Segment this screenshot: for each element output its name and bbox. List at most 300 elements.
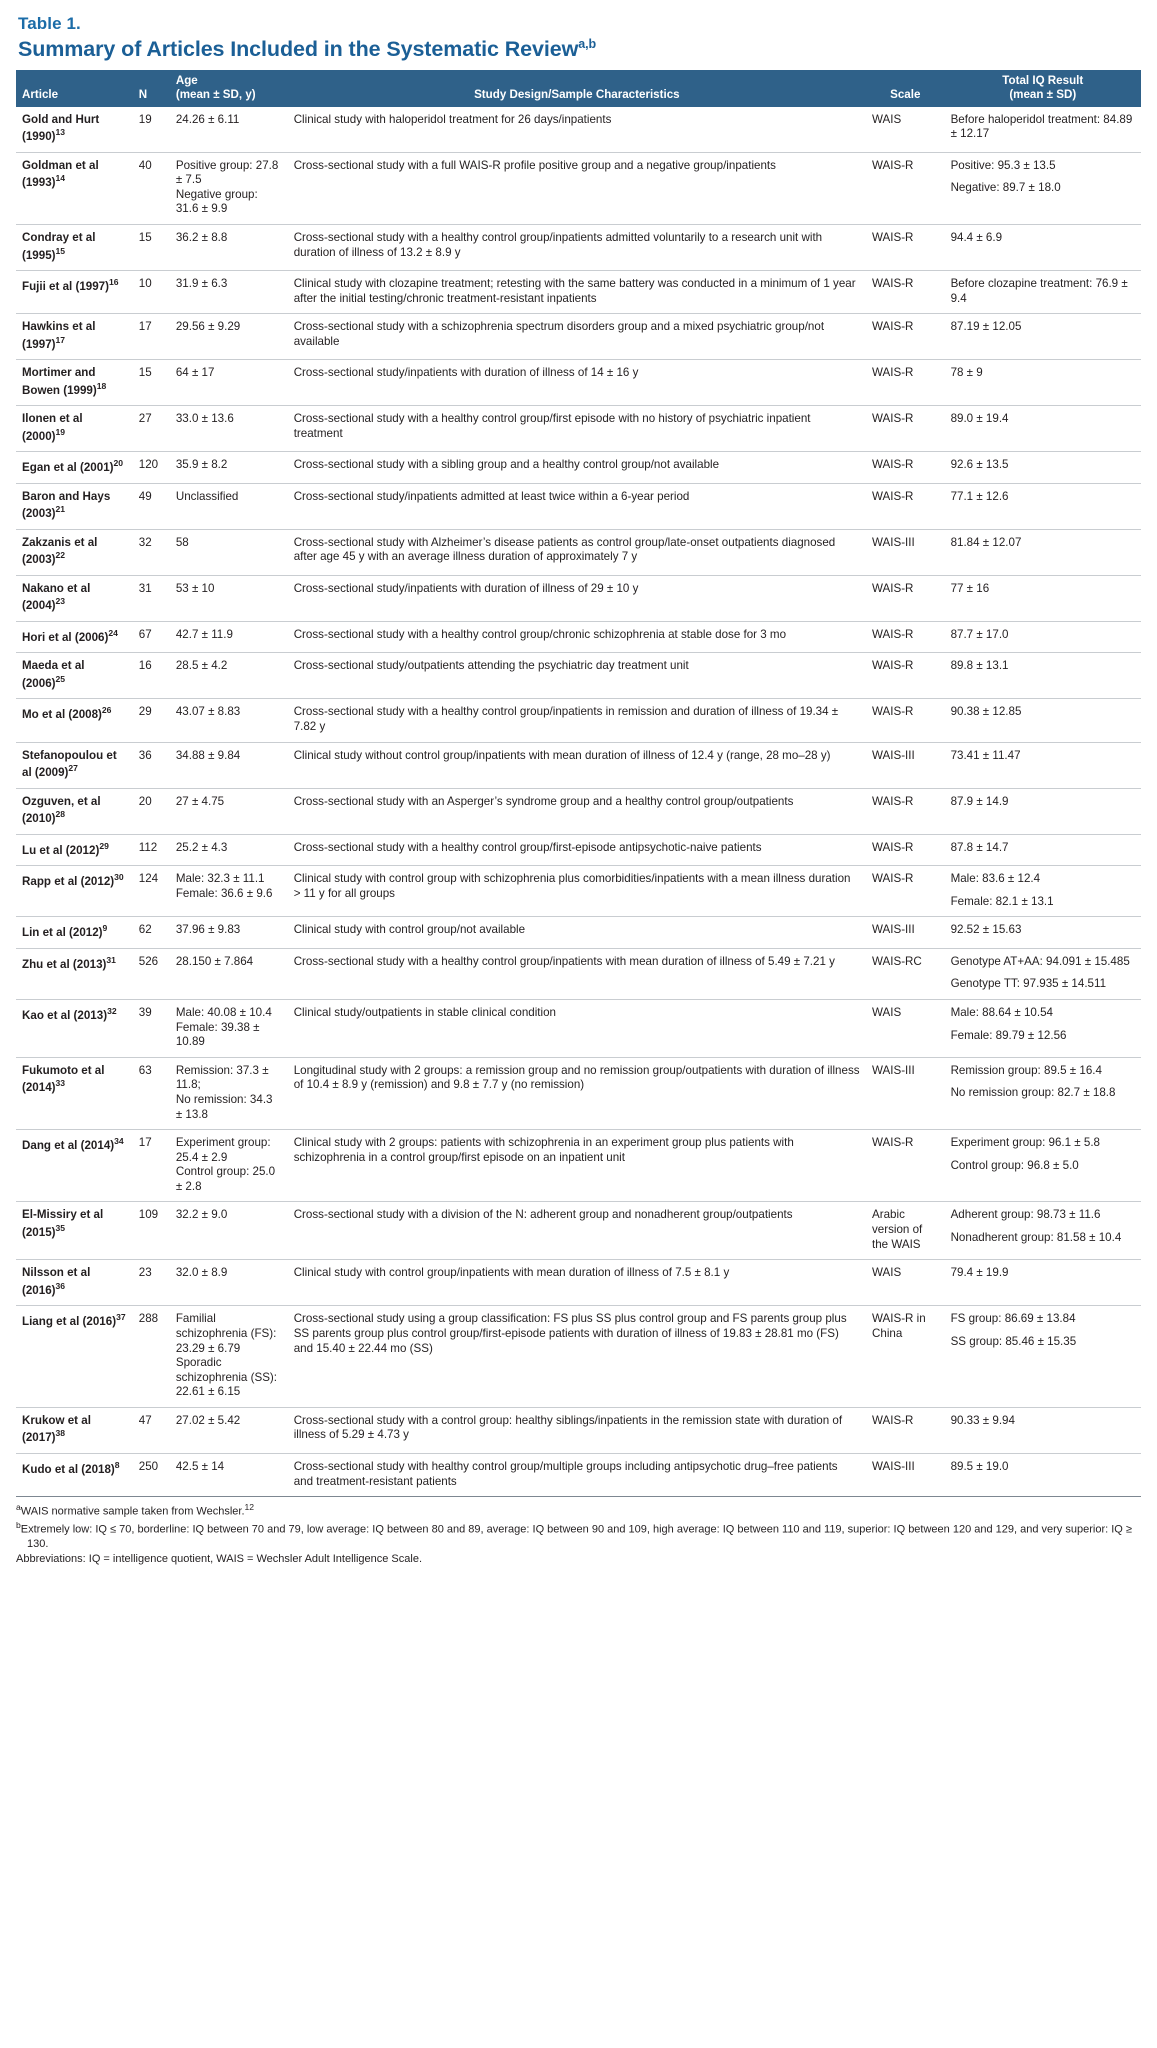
cell-n: 15	[133, 224, 170, 270]
cell-design: Clinical study with clozapine treatment; retesting with the same battery was conducted in a minimum of 1 year after the initial testing/chronic treatment-resistant inpatients	[288, 270, 866, 313]
table-title-text: Summary of Articles Included in the Systematic Review	[18, 37, 579, 62]
cell-n: 120	[133, 452, 170, 483]
age-value: No remission: 34.3 ± 13.8	[175, 1092, 273, 1121]
cell-article	[16, 1407, 133, 1453]
cell-n: 16	[133, 653, 170, 699]
cell-article	[16, 788, 133, 834]
cell-age	[170, 999, 288, 1057]
footnote-a-ref: 12	[244, 1502, 255, 1513]
cell-age	[170, 917, 288, 948]
column-header-article: Article	[16, 70, 133, 106]
iq-value: Adherent group: 98.73 ± 11.6	[950, 1208, 1101, 1222]
cell-iq	[945, 1407, 1141, 1453]
cell-article	[16, 742, 133, 788]
age-value: 31.9 ± 6.3	[175, 276, 228, 290]
column-header-iq	[945, 70, 1141, 106]
age-value: 42.5 ± 14	[175, 1459, 225, 1473]
cell-n: 112	[133, 834, 170, 865]
table-row	[16, 653, 1141, 699]
table-row	[16, 999, 1141, 1057]
article-reference: 19	[55, 426, 66, 437]
article-reference: 23	[55, 596, 66, 607]
cell-age	[170, 699, 288, 742]
cell-article	[16, 529, 133, 575]
cell-article	[16, 406, 133, 452]
table-row	[16, 1306, 1141, 1408]
article-name: Ilonen et al (2000)	[22, 412, 83, 443]
iq-value: 73.41 ± 11.47	[950, 748, 1021, 762]
age-value: Experiment group: 25.4 ± 2.9	[175, 1136, 271, 1164]
cell-design: Cross-sectional study/inpatients with duration of illness of 29 ± 10 y	[288, 575, 866, 621]
iq-value: Positive: 95.3 ± 13.5	[950, 158, 1056, 172]
iq-value: 92.6 ± 13.5	[950, 458, 1009, 472]
spacer	[951, 173, 1135, 181]
cell-scale: WAIS-R	[866, 575, 945, 621]
cell-design: Cross-sectional study/outpatients attending the psychiatric day treatment unit	[288, 653, 866, 699]
iq-value: Genotype AT+AA: 94.091 ± 15.485	[950, 954, 1130, 968]
cell-age	[170, 1057, 288, 1129]
article-name: Nakano et al (2004)	[22, 581, 91, 613]
cell-iq	[945, 699, 1141, 742]
article-reference: 14	[55, 173, 66, 184]
cell-n: 62	[133, 917, 170, 948]
cell-design: Cross-sectional study with a schizophrenia spectrum disorders group and a mixed psychiatric group/not available	[288, 314, 866, 360]
table-row	[16, 948, 1141, 999]
article-name: Nilsson et al (2016)	[22, 1266, 91, 1297]
cell-age	[170, 314, 288, 360]
cell-age	[170, 621, 288, 652]
cell-design: Clinical study with control group with schizophrenia plus comorbidities/inpatients with a mean illness duration > 11 y for all groups	[288, 866, 866, 917]
cell-scale: WAIS-R	[866, 270, 945, 313]
footnote-a-text: WAIS normative sample taken from Wechsler.	[20, 1505, 245, 1518]
iq-value: Genotype TT: 97.935 ± 14.511	[950, 977, 1107, 991]
cell-design: Cross-sectional study with a healthy control group/first-episode antipsychotic-naive patients	[288, 834, 866, 865]
cell-article	[16, 107, 133, 153]
article-name: Lu et al (2012)	[22, 843, 100, 857]
cell-age	[170, 948, 288, 999]
cell-design: Cross-sectional study with Alzheimer’s disease patients as control group/late-onset outpatients diagnosed after age 45 y with an average illness duration of approximately 7 y	[288, 529, 866, 575]
cell-iq	[945, 917, 1141, 948]
iq-value: Nonadherent group: 81.58 ± 10.4	[950, 1231, 1122, 1245]
article-name: Mortimer and Bowen (1999)	[22, 366, 97, 397]
cell-age	[170, 224, 288, 270]
age-value: Familial schizophrenia (FS): 23.29 ± 6.79	[175, 1312, 277, 1355]
cell-n: 10	[133, 270, 170, 313]
table-row	[16, 621, 1141, 652]
article-reference: 9	[102, 923, 108, 934]
cell-iq	[945, 1306, 1141, 1408]
iq-value: SS group: 85.46 ± 15.35	[950, 1334, 1077, 1348]
cell-iq	[945, 866, 1141, 917]
cell-article	[16, 699, 133, 742]
column-header-age-line2: (mean ± SD, y)	[175, 87, 256, 101]
cell-scale: WAIS-R	[866, 834, 945, 865]
age-value: 32.0 ± 8.9	[175, 1266, 228, 1280]
cell-design: Clinical study with control group/inpatients with mean duration of illness of 7.5 ± 8.1 y	[288, 1260, 866, 1306]
cell-n: 526	[133, 948, 170, 999]
column-header-age-line1: Age	[175, 74, 198, 88]
table-row	[16, 360, 1141, 406]
iq-value: Before clozapine treatment: 76.9 ± 9.4	[950, 276, 1128, 305]
table-row	[16, 224, 1141, 270]
cell-scale: WAIS-R	[866, 1130, 945, 1202]
age-value: Negative group: 31.6 ± 9.9	[175, 187, 258, 216]
article-name: Rapp et al (2012)	[22, 874, 115, 888]
cell-scale: WAIS-R	[866, 224, 945, 270]
cell-iq	[945, 742, 1141, 788]
table-number: Table 1.	[18, 14, 81, 33]
cell-n: 32	[133, 529, 170, 575]
spacer	[951, 1223, 1135, 1231]
cell-scale: WAIS-III	[866, 1453, 945, 1496]
column-header-n: N	[133, 70, 170, 106]
cell-iq	[945, 406, 1141, 452]
cell-design: Cross-sectional study with a division of the N: adherent group and nonadherent group/outpatients	[288, 1202, 866, 1260]
age-value: 53 ± 10	[175, 581, 215, 595]
article-name: Liang et al (2016)	[22, 1315, 117, 1329]
iq-value: 87.8 ± 14.7	[950, 840, 1009, 854]
iq-value: Control group: 96.8 ± 5.0	[950, 1158, 1079, 1172]
iq-value: No remission group: 82.7 ± 18.8	[950, 1086, 1116, 1100]
cell-iq	[945, 948, 1141, 999]
age-value: Female: 36.6 ± 9.6	[175, 886, 273, 900]
cell-n: 17	[133, 314, 170, 360]
cell-age	[170, 1306, 288, 1408]
table-row	[16, 529, 1141, 575]
iq-value: 77 ± 16	[950, 581, 990, 595]
cell-iq	[945, 1057, 1141, 1129]
iq-value: 90.38 ± 12.85	[950, 705, 1022, 719]
cell-n: 27	[133, 406, 170, 452]
iq-value: 90.33 ± 9.94	[950, 1413, 1015, 1427]
table-row	[16, 270, 1141, 313]
age-value: 43.07 ± 8.83	[175, 705, 241, 719]
cell-article	[16, 575, 133, 621]
table-row	[16, 917, 1141, 948]
cell-scale: WAIS-III	[866, 1057, 945, 1129]
cell-iq	[945, 1130, 1141, 1202]
article-reference: 33	[55, 1078, 66, 1089]
cell-n: 19	[133, 107, 170, 153]
cell-age	[170, 1407, 288, 1453]
cell-article	[16, 948, 133, 999]
table-row	[16, 575, 1141, 621]
cell-n: 67	[133, 621, 170, 652]
iq-value: Male: 88.64 ± 10.54	[950, 1005, 1053, 1019]
cell-age	[170, 107, 288, 153]
article-reference: 20	[113, 458, 124, 469]
cell-article	[16, 866, 133, 917]
cell-age	[170, 866, 288, 917]
age-value: 34.88 ± 9.84	[175, 748, 241, 762]
cell-age	[170, 406, 288, 452]
table-body	[16, 107, 1141, 1497]
age-value: Remission: 37.3 ± 11.8;	[175, 1063, 269, 1092]
cell-article	[16, 1306, 133, 1408]
cell-iq	[945, 483, 1141, 529]
cell-iq	[945, 314, 1141, 360]
summary-table	[16, 70, 1141, 1497]
cell-n: 250	[133, 1453, 170, 1496]
column-header-age	[170, 70, 288, 106]
cell-scale: WAIS-R	[866, 699, 945, 742]
cell-article	[16, 224, 133, 270]
cell-article	[16, 999, 133, 1057]
table-row	[16, 107, 1141, 153]
iq-value: Female: 89.79 ± 12.56	[950, 1028, 1067, 1042]
cell-design: Clinical study with 2 groups: patients with schizophrenia in an experiment group plus patients with schizophrenia in a control group/first episode on an inpatient unit	[288, 1130, 866, 1202]
cell-article	[16, 653, 133, 699]
table-header	[16, 70, 1141, 106]
cell-article	[16, 621, 133, 652]
cell-scale: WAIS-III	[866, 742, 945, 788]
cell-iq	[945, 788, 1141, 834]
iq-value: 78 ± 9	[950, 366, 983, 380]
cell-n: 40	[133, 152, 170, 224]
cell-design: Cross-sectional study with an Asperger’s syndrome group and a healthy control group/outpatients	[288, 788, 866, 834]
cell-n: 109	[133, 1202, 170, 1260]
cell-iq	[945, 1453, 1141, 1496]
cell-n: 39	[133, 999, 170, 1057]
iq-value: 87.9 ± 14.9	[950, 794, 1009, 808]
iq-value: 77.1 ± 12.6	[950, 489, 1009, 503]
cell-iq	[945, 653, 1141, 699]
cell-age	[170, 575, 288, 621]
cell-scale: WAIS-R	[866, 360, 945, 406]
age-value: Unclassified	[175, 489, 239, 503]
cell-scale: WAIS-R	[866, 483, 945, 529]
table-row	[16, 1260, 1141, 1306]
cell-age	[170, 452, 288, 483]
cell-scale: WAIS-R	[866, 866, 945, 917]
cell-article	[16, 314, 133, 360]
article-reference: 27	[68, 763, 78, 774]
article-reference: 32	[107, 1005, 117, 1016]
cell-scale: WAIS-R	[866, 406, 945, 452]
title-footnote-marker: a,b	[578, 37, 597, 51]
cell-article	[16, 1260, 133, 1306]
cell-scale: WAIS-III	[866, 917, 945, 948]
cell-n: 47	[133, 1407, 170, 1453]
iq-value: Before haloperidol treatment: 84.89 ± 12.17	[950, 112, 1133, 141]
cell-article	[16, 1202, 133, 1260]
cell-n: 124	[133, 866, 170, 917]
iq-value: 92.52 ± 15.63	[950, 923, 1022, 937]
cell-n: 17	[133, 1130, 170, 1202]
cell-scale: WAIS-III	[866, 529, 945, 575]
table-row	[16, 866, 1141, 917]
article-reference: 25	[55, 673, 66, 684]
age-value: 58	[175, 535, 189, 549]
cell-n: 20	[133, 788, 170, 834]
spacer	[951, 1021, 1135, 1029]
table-row	[16, 1130, 1141, 1202]
cell-design: Cross-sectional study with healthy control group/multiple groups including antipsychotic drug–free patients and treatment-resistant patients	[288, 1453, 866, 1496]
cell-scale: WAIS-R	[866, 452, 945, 483]
iq-value: 87.19 ± 12.05	[950, 320, 1022, 334]
article-reference: 21	[55, 504, 66, 515]
article-reference: 30	[114, 872, 124, 883]
article-reference: 13	[55, 127, 66, 138]
cell-scale: WAIS-R	[866, 788, 945, 834]
cell-age	[170, 742, 288, 788]
cell-age	[170, 1453, 288, 1496]
article-name: Dang et al (2014)	[22, 1138, 115, 1152]
footnote-b	[16, 1520, 1141, 1551]
cell-design: Clinical study without control group/inpatients with mean duration of illness of 12.4 y (range, 28 mo–28 y)	[288, 742, 866, 788]
cell-iq	[945, 834, 1141, 865]
cell-n: 288	[133, 1306, 170, 1408]
cell-age	[170, 1260, 288, 1306]
iq-value: 89.8 ± 13.1	[950, 659, 1009, 673]
article-name: Baron and Hays (2003)	[22, 489, 111, 521]
article-reference: 26	[101, 705, 112, 716]
article-reference: 15	[55, 245, 66, 256]
article-name: Egan et al (2001)	[22, 461, 114, 475]
age-value: 25.2 ± 4.3	[175, 840, 228, 854]
iq-value: 94.4 ± 6.9	[950, 230, 1003, 244]
iq-value: FS group: 86.69 ± 13.84	[950, 1312, 1076, 1326]
article-reference: 37	[116, 1312, 126, 1323]
article-reference: 16	[108, 276, 119, 287]
article-name: Kudo et al (2018)	[22, 1462, 115, 1476]
cell-scale: WAIS-R	[866, 621, 945, 652]
cell-n: 36	[133, 742, 170, 788]
cell-design: Cross-sectional study with a full WAIS-R profile positive group and a negative group/inpatients	[288, 152, 866, 224]
cell-iq	[945, 270, 1141, 313]
cell-scale: WAIS-R	[866, 152, 945, 224]
table-row	[16, 834, 1141, 865]
table-row	[16, 452, 1141, 483]
table-row	[16, 1407, 1141, 1453]
cell-design: Longitudinal study with 2 groups: a remission group and no remission group/outpatients with duration of illness of 10.4 ± 8.9 y (remission) and 9.8 ± 7.7 y (no remission)	[288, 1057, 866, 1129]
footnote-abbreviations: Abbreviations: IQ = intelligence quotient, WAIS = Wechsler Adult Intelligence Scale.	[16, 1553, 423, 1566]
article-name: Condray et al (1995)	[22, 230, 96, 262]
page-title	[18, 37, 1141, 62]
cell-article	[16, 152, 133, 224]
cell-age	[170, 360, 288, 406]
age-value: 37.96 ± 9.83	[175, 923, 241, 937]
article-reference: 18	[96, 380, 107, 391]
iq-value: 79.4 ± 19.9	[950, 1266, 1009, 1280]
spacer	[951, 969, 1135, 977]
cell-age	[170, 483, 288, 529]
column-header-design: Study Design/Sample Characteristics	[288, 70, 866, 106]
cell-article	[16, 1057, 133, 1129]
article-reference: 28	[55, 809, 66, 820]
article-name: Hawkins et al (1997)	[22, 320, 96, 351]
article-name: Goldman et al (1993)	[22, 158, 99, 189]
spacer	[951, 887, 1135, 895]
article-reference: 24	[108, 627, 118, 638]
article-name: Lin et al (2012)	[22, 926, 103, 940]
cell-iq	[945, 1260, 1141, 1306]
cell-design: Clinical study/outpatients in stable clinical condition	[288, 999, 866, 1057]
spacer	[951, 1327, 1135, 1335]
iq-value: Male: 83.6 ± 12.4	[950, 872, 1041, 886]
cell-iq	[945, 452, 1141, 483]
cell-article	[16, 834, 133, 865]
cell-n: 49	[133, 483, 170, 529]
article-reference: 35	[55, 1223, 66, 1234]
article-name: Ozguven, et al (2010)	[22, 794, 101, 826]
age-value: 32.2 ± 9.0	[175, 1208, 228, 1222]
table-row	[16, 314, 1141, 360]
cell-iq	[945, 224, 1141, 270]
table-row	[16, 1057, 1141, 1129]
cell-design: Clinical study with haloperidol treatment for 26 days/inpatients	[288, 107, 866, 153]
article-reference: 17	[55, 334, 66, 345]
cell-design: Cross-sectional study with a control group: healthy siblings/inpatients in the remission state with duration of illness of 5.29 ± 4.73 y	[288, 1407, 866, 1453]
age-value: 24.26 ± 6.11	[175, 112, 240, 126]
age-value: 27 ± 4.75	[175, 794, 225, 808]
table-row	[16, 742, 1141, 788]
cell-iq	[945, 621, 1141, 652]
cell-scale: WAIS-RC	[866, 948, 945, 999]
age-value: Male: 40.08 ± 10.4	[175, 1005, 272, 1019]
article-name: Mo et al (2008)	[22, 708, 102, 722]
cell-design: Cross-sectional study with a healthy control group/chronic schizophrenia at stable dose for 3 mo	[288, 621, 866, 652]
table-row	[16, 483, 1141, 529]
cell-iq	[945, 152, 1141, 224]
cell-design: Cross-sectional study with a healthy control group/inpatients admitted voluntarily to a research unit with duration of illness of 13.2 ± 8.9 y	[288, 224, 866, 270]
age-value: Male: 32.3 ± 11.1	[175, 872, 265, 886]
iq-value: 89.5 ± 19.0	[950, 1459, 1009, 1473]
cell-age	[170, 1130, 288, 1202]
footnotes	[16, 1502, 1141, 1567]
cell-iq	[945, 107, 1141, 153]
cell-design: Cross-sectional study with a sibling group and a healthy control group/not available	[288, 452, 866, 483]
table-row	[16, 152, 1141, 224]
iq-value: Negative: 89.7 ± 18.0	[950, 181, 1061, 195]
cell-iq	[945, 575, 1141, 621]
spacer	[951, 1078, 1135, 1086]
cell-scale: WAIS-R in China	[866, 1306, 945, 1408]
cell-n: 29	[133, 699, 170, 742]
article-reference: 36	[55, 1280, 66, 1291]
cell-age	[170, 529, 288, 575]
article-reference: 29	[99, 840, 109, 851]
cell-age	[170, 834, 288, 865]
age-value: 42.7 ± 11.9	[175, 627, 233, 641]
article-name: Kao et al (2013)	[22, 1008, 108, 1022]
cell-design: Cross-sectional study with a healthy control group/inpatients with mean duration of illness of 5.49 ± 7.21 y	[288, 948, 866, 999]
cell-design: Cross-sectional study/inpatients with duration of illness of 14 ± 16 y	[288, 360, 866, 406]
cell-article	[16, 270, 133, 313]
article-name: Gold and Hurt (1990)	[22, 112, 100, 143]
article-name: Zakzanis et al (2003)	[22, 535, 98, 567]
age-value: 28.150 ± 7.864	[175, 954, 254, 968]
age-value: 64 ± 17	[175, 366, 215, 380]
iq-value: 87.7 ± 17.0	[950, 627, 1009, 641]
cell-article	[16, 483, 133, 529]
age-value: 33.0 ± 13.6	[175, 412, 234, 426]
cell-design: Clinical study with control group/not available	[288, 917, 866, 948]
cell-age	[170, 270, 288, 313]
cell-iq	[945, 360, 1141, 406]
table-row	[16, 406, 1141, 452]
age-value: 27.02 ± 5.42	[175, 1413, 241, 1427]
cell-article	[16, 1453, 133, 1496]
column-header-scale: Scale	[866, 70, 945, 106]
table-row	[16, 699, 1141, 742]
age-value: 36.2 ± 8.8	[175, 230, 228, 244]
footnote-a	[16, 1502, 1141, 1519]
cell-age	[170, 788, 288, 834]
cell-design: Cross-sectional study with a healthy control group/inpatients in remission and duration of illness of 19.34 ± 7.82 y	[288, 699, 866, 742]
cell-scale: WAIS-R	[866, 653, 945, 699]
article-reference: 22	[55, 550, 66, 561]
